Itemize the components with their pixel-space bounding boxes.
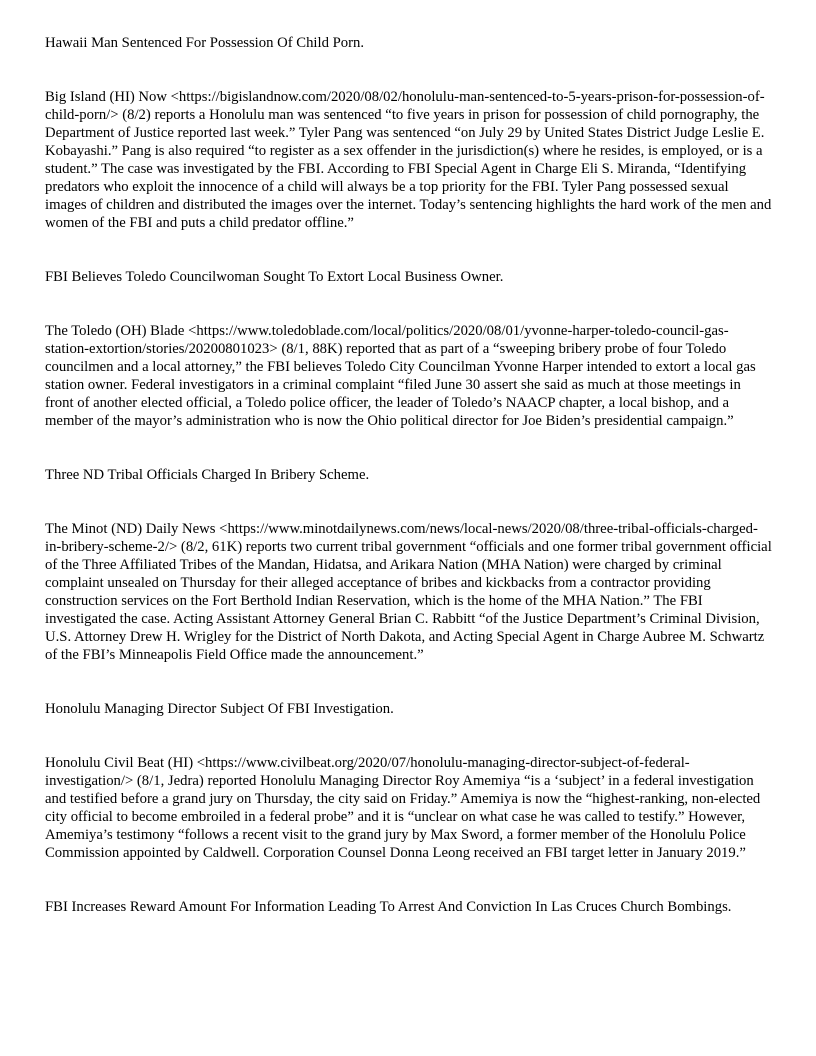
- story-headline: FBI Believes Toledo Councilwoman Sought To Extort Local Business Owner.: [45, 269, 504, 285]
- news-story: [45, 466, 772, 664]
- story-paragraph: Honolulu Civil Beat (HI) <https://www.civilbeat.org/2020/07/honolulu-managing-director-subject-of-federal-investigation/> (8/1, Jedra) reported Honolulu Managing Director Roy Amemiya “is a ‘subject’ in a federal investigation and testified before a grand jury on Thursday, the city said on Friday.” Amemiya is now the “highest-ranking, non-elected city official to become embroiled in a federal probe” and it is “unclear on what case he was called to testify.” However, Amemiya’s testimony “follows a recent visit to the grand jury by Max Sword, a former member of the Honolulu Police Commission appointed by Caldwell. Corporation Counsel Donna Leong received an FBI target letter in January 2019.”: [45, 755, 761, 861]
- news-story: [45, 700, 772, 862]
- story-headline: Three ND Tribal Officials Charged In Bribery Scheme.: [45, 467, 370, 483]
- news-story: [45, 268, 772, 430]
- story-paragraph: The Toledo (OH) Blade <https://www.toledoblade.com/local/politics/2020/08/01/yvonne-harper-toledo-council-gas-station-extortion/stories/20200801023> (8/1, 88K) reported that as part of a “sweeping bribery probe of four Toledo councilmen and a local attorney,” the FBI believes Toledo City Councilman Yvonne Harper intended to extort a local gas station owner. Federal investigators in a criminal complaint “filed June 30 assert she said as much at those meetings in front of another elected official, a Toledo police officer, the leader of Toledo’s NAACP chapter, a local bishop, and a member of the mayor’s administration who is now the Ohio political director for Joe Biden’s presidential campaign.”: [45, 323, 756, 429]
- story-headline: Honolulu Managing Director Subject Of FBI Investigation.: [45, 701, 394, 717]
- story-paragraph: The Minot (ND) Daily News <https://www.minotdailynews.com/news/local-news/2020/08/three-tribal-officials-charged-in-bribery-scheme-2/> (8/2, 61K) reports two current tribal government “officials and one former tribal government official of the Three Affiliated Tribes of the Mandan, Hidatsa, and Arikara Nation (MHA Nation) were charged by criminal complaint unsealed on Thursday for their alleged acceptance of bribes and kickbacks from a contractor providing construction services on the Fort Berthold Indian Reservation, which is the home of the MHA Nation.” The FBI investigated the case. Acting Assistant Attorney General Brian C. Rabbitt “of the Justice Department’s Criminal Division, U.S. Attorney Drew H. Wrigley for the District of North Dakota, and Acting Special Agent in Charge Aubree M. Schwartz of the FBI’s Minneapolis Field Office made the announcement.”: [45, 521, 772, 663]
- news-story: [45, 898, 772, 916]
- story-headline: Hawaii Man Sentenced For Possession Of Child Porn.: [45, 35, 365, 51]
- story-paragraph: Big Island (HI) Now <https://bigislandnow.com/2020/08/02/honolulu-man-sentenced-to-5-years-prison-for-possession-of-child-porn/> (8/2) reports a Honolulu man was sentenced “to five years in prison for possession of child pornography, the Department of Justice reported last week.” Tyler Pang was sentenced “on July 29 by United States District Judge Leslie E. Kobayashi.” Pang is also required “to register as a sex offender in the jurisdiction(s) where he resides, is employed, or is a student.” The case was investigated by the FBI. According to FBI Special Agent in Charge Eli S. Miranda, “Identifying predators who exploit the innocence of a child will always be a top priority for the FBI. Tyler Pang possessed sexual images of children and distributed the images over the internet. Today’s sentencing highlights the hard work of the men and women of the FBI and puts a child predator offline.”: [45, 89, 772, 231]
- story-headline: FBI Increases Reward Amount For Information Leading To Arrest And Conviction In Las Cruces Church Bombings.: [45, 899, 732, 915]
- news-story: [45, 34, 772, 232]
